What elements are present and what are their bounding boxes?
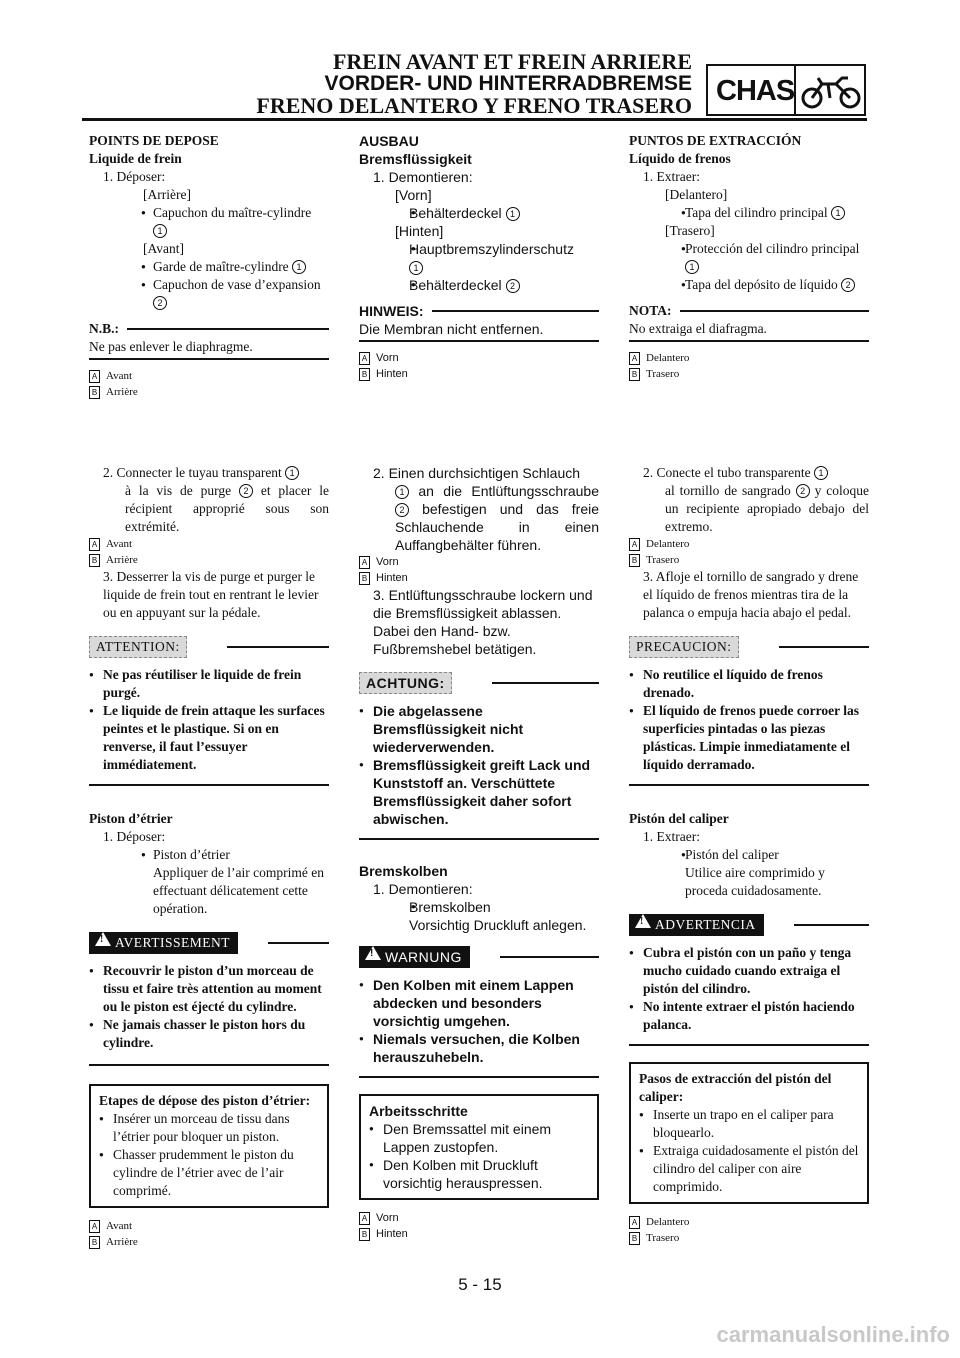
title-fr: FREIN AVANT ET FREIN ARRIERE xyxy=(332,49,692,74)
caution-item: ● Ne pas réutiliser le liquide de frein purgé. xyxy=(89,666,329,702)
section-title: Piston d’étrier xyxy=(89,811,173,826)
section-subtitle: Liquide de frein xyxy=(89,151,182,166)
title-es: FRENO DELANTERO Y FRENO TRASERO xyxy=(256,93,692,118)
note-text: Ne pas enlever le diaphragme. xyxy=(89,339,253,354)
header-rule xyxy=(82,118,867,121)
chas-label: CHAS xyxy=(716,75,795,107)
section-subtitle: Bremsflüssigkeit xyxy=(359,151,472,167)
column-de: AUSBAU Bremsflüssigkeit 1. Demontieren: [Vorn] ● Behälterdeckel 1 [Hinten] ● Hauptbremszylinderschutz 1 ● Behälterdeckel 2 HINWEIS: Die Membran nicht entfernen. A Vorn B Hinten xyxy=(359,132,599,382)
chas-badge xyxy=(706,64,866,116)
step: 1. Déposer: xyxy=(103,169,166,184)
watermark: carmanualsonline.info xyxy=(716,1322,950,1347)
column-fr: POINTS DE DEPOSE Liquide de frein 1. Déposer: [Arrière] ● Capuchon du maître-cylindre 1 [Avant] ● Garde de maître-cylindre 1 ● Capuchon de vase d’expansion 2 N.B.: Ne pas enlever le diaphragme. A Avant B Arrière xyxy=(89,132,329,400)
section-title: AUSBAU xyxy=(359,133,419,149)
procedure-box: Arbeitsschritte ● Den Bremssattel mit einem Lappen zustopfen. ● Den Kolben mit Druckluft vorsichtig herauspressen. xyxy=(359,1094,599,1200)
section-title: POINTS DE DEPOSE xyxy=(89,133,219,148)
motorcycle-icon xyxy=(800,72,862,110)
column-de-2: 2. Einen durchsichtigen Schlauch 1 an die Entlüftungsschraube 2 befestigen und das freie Schlauchende in einen Auffangbehälter führen. A Vorn B Hinten 3. Entlüftungsschraube lockern und die Bremsflüssigkeit ablassen. Dabei den Hand- bzw. Fußbremshebel betätigen. ACHTUNG: ● Die abgelassene Bremsflüssigkeit nicht wiederverwenden. ● Bremsflüssigkeit greift Lack und Kunststoff an. Verschüttete Bremsflüssigkeit daher sofort abwischen. Bremskolben 1. Demontieren: ● Bremskolben Vorsichtig Druckluft anlegen. ! WARNUNG ● Den Kolben mit einem Lappen abdecken und besonders vorsichtig umgehen. ● Niemals versuchen, die Kolben herauszuhebeln. Arbeitsschritte ● Den Bremssattel mit einem Lappen zustopfen. ● Den Kolben mit Druckluft vorsichtig herauspressen. A Vorn B Hinten xyxy=(359,464,599,1242)
column-es: PUNTOS DE EXTRACCIÓN Líquido de frenos 1. Extraer: [Delantero] ● Tapa del cilindro principal 1 [Trasero] ● Protección del cilindro principal 1 ● Tapa del depósito de líquido 2 NOTA: No extraiga el diafragma. A Delantero B Trasero xyxy=(629,132,869,382)
label-front: [Avant] xyxy=(143,241,184,256)
column-fr-2: 2. Connecter le tuyau transparent 1 à la vis de purge 2 et placer le récipient approprié sous son extrémité. A Avant B Arrière 3. Desserrer la vis de purge et purger le liquide de frein tout en rentrant le levier ou en appuyant sur la pédale. ATTENTION: ● Ne pas réutiliser le liquide de frein purgé. ● Le liquide de frein attaque les surfaces peintes et le plastique. Si on en renverse, il faut l’essuyer immédiatement. Piston d’étrier 1. Déposer: ● Piston d’étrier Appliquer de l’air comprimé en effectuant délicatement cette opération. ! AVERTISSEMENT ● Recouvrir le piston d’un morceau de tissu et faire très attention au moment ou le piston est éjecté du cylindre. ● Ne jamais chasser le piston hors du cylindre. Etapes de dépose des piston d’étrier: ● Insérer un morceau de tissu dans l’étrier pour bloquer un piston. ● Chasser prudemment le piston du cylindre de l’étrier avec de l’air comprimé. A Avant B Arrière xyxy=(89,464,329,1250)
warning-header: ! AVERTISSEMENT xyxy=(89,932,329,954)
column-es-2: 2. Conecte el tubo transparente 1 al tornillo de sangrado 2 y coloque un recipiente apropiado debajo del extremo. A Delantero B Trasero 3. Afloje el tornillo de sangrado y drene el líquido de frenos mientras tira de la palanca o empuja hacia abajo el pedal. PRECAUCION: ● No reutilice el líquido de frenos drenado. ● El líquido de frenos puede corroer las superficies pintadas o las piezas plásticas. Limpie inmediatamente el líquido derramado. Pistón del caliper 1. Extraer: ● Pistón del caliper Utilice aire comprimido y proceda cuidadosamente. ! ADVERTENCIA ● Cubra el pistón con un paño y tenga mucho cuidado cuando extraiga el pistón del cilindro. ● No intente extraer el pistón haciendo palanca. Pasos de extracción del pistón del caliper: ● Inserte un trapo en el caliper para bloquearlo. ● Extraiga cuidadosamente el pistón del cilindro del caliper con aire comprimido. A Delantero B Trasero xyxy=(629,464,869,1246)
caution-header: ATTENTION: xyxy=(89,636,329,658)
page-number: 5 - 15 xyxy=(458,1275,502,1294)
label-rear: [Arrière] xyxy=(143,187,191,202)
note-header: N.B.: xyxy=(89,320,329,338)
step-3: 3. Desserrer la vis de purge et purger le liquide de frein tout en rentrant le levier ou en appuyant sur la pédale. xyxy=(103,569,319,620)
procedure-box: Etapes de dépose des piston d’étrier: ● Insérer un morceau de tissu dans l’étrier pour bloquer un piston. ● Chasser prudemment le piston du cylindre de l’étrier avec de l’air comprimé. xyxy=(89,1084,329,1208)
warning-item: ● Recouvrir le piston d’un morceau de tissu et faire très attention au moment ou le piston est éjecté du cylindre. xyxy=(89,962,329,1016)
warning-item: ● Ne jamais chasser le piston hors du cylindre. xyxy=(89,1016,329,1052)
caution-item: ● Le liquide de frein attaque les surfaces peintes et le plastique. Si on en renverse, il faut l’essuyer immédiatement. xyxy=(89,702,329,774)
title-de: VORDER- UND HINTERRADBREMSE xyxy=(324,72,692,95)
procedure-box: Pasos de extracción del pistón del caliper: ● Inserte un trapo en el caliper para bloquearlo. ● Extraiga cuidadosamente el pistón del cilindro del caliper con aire comprimido. xyxy=(629,1062,869,1204)
